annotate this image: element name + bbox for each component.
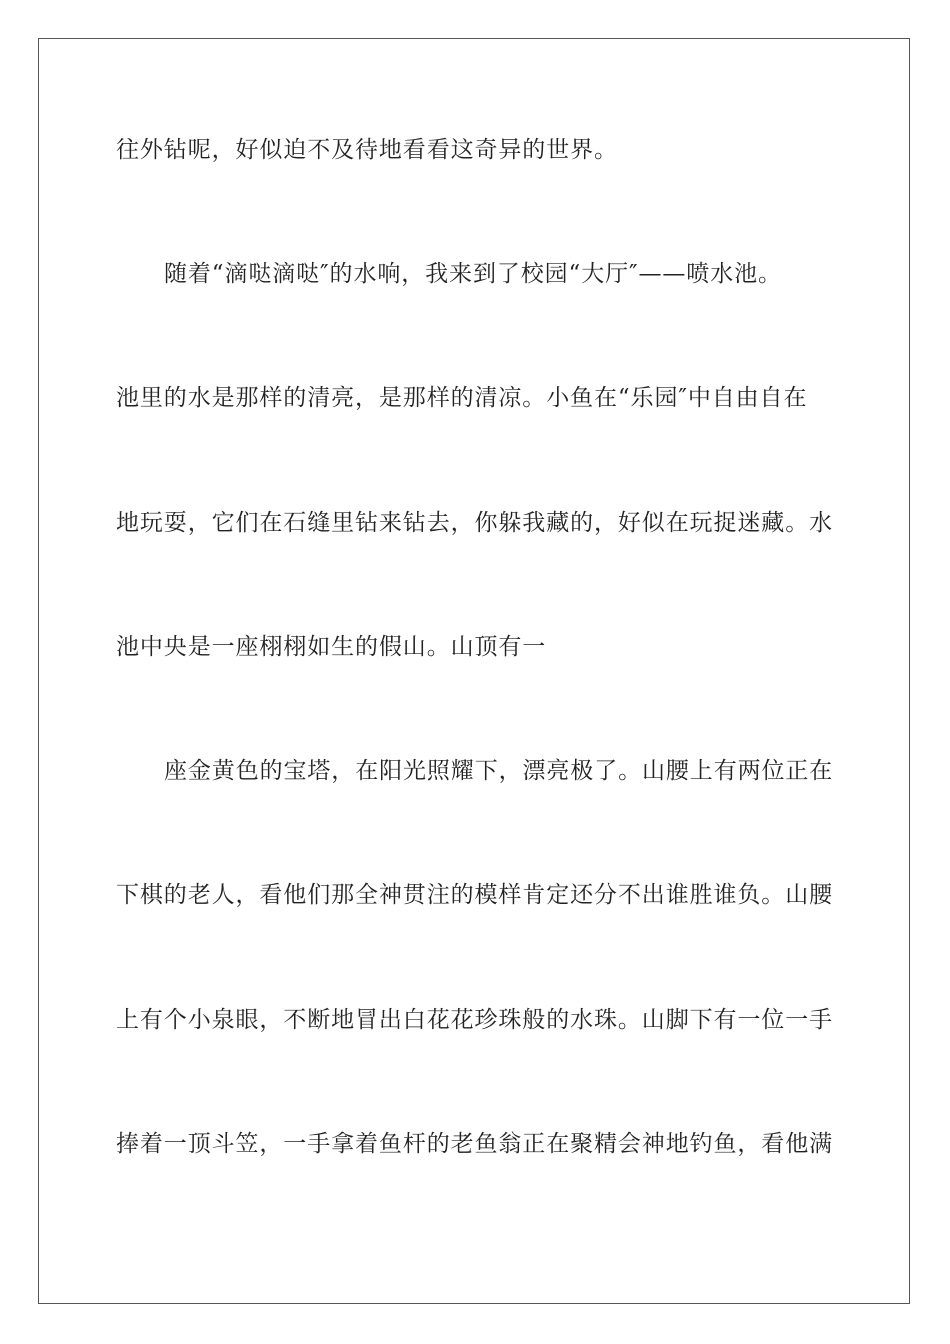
text-line-3: 池里的水是那样的清亮，是那样的清凉。小鱼在“乐园″中自由自在 <box>116 385 808 411</box>
text-line-9: 捧着一顶斗笠，一手拿着鱼杆的老鱼翁正在聚精会神地钓鱼，看他满 <box>116 1131 833 1157</box>
text-line-2: 随着“滴哒滴哒″的水响，我来到了校园“大厅″——喷水池。 <box>164 261 782 287</box>
text-line-7: 下棋的老人，看他们那全神贯注的模样肯定还分不出谁胜谁负。山腰 <box>116 882 833 908</box>
text-line-4: 地玩耍，它们在石缝里钻来钻去，你躲我藏的，好似在玩捉迷藏。水 <box>116 510 833 536</box>
text-line-5: 池中央是一座栩栩如生的假山。山顶有一 <box>116 634 547 660</box>
text-line-1: 往外钻呢，好似迫不及待地看看这奇异的世界。 <box>116 137 618 163</box>
text-line-8: 上有个小泉眼，不断地冒出白花花珍珠般的水珠。山脚下有一位一手 <box>116 1007 833 1033</box>
text-line-6: 座金黄色的宝塔，在阳光照耀下，漂亮极了。山腰上有两位正在 <box>164 758 834 784</box>
page-border <box>38 38 910 1304</box>
